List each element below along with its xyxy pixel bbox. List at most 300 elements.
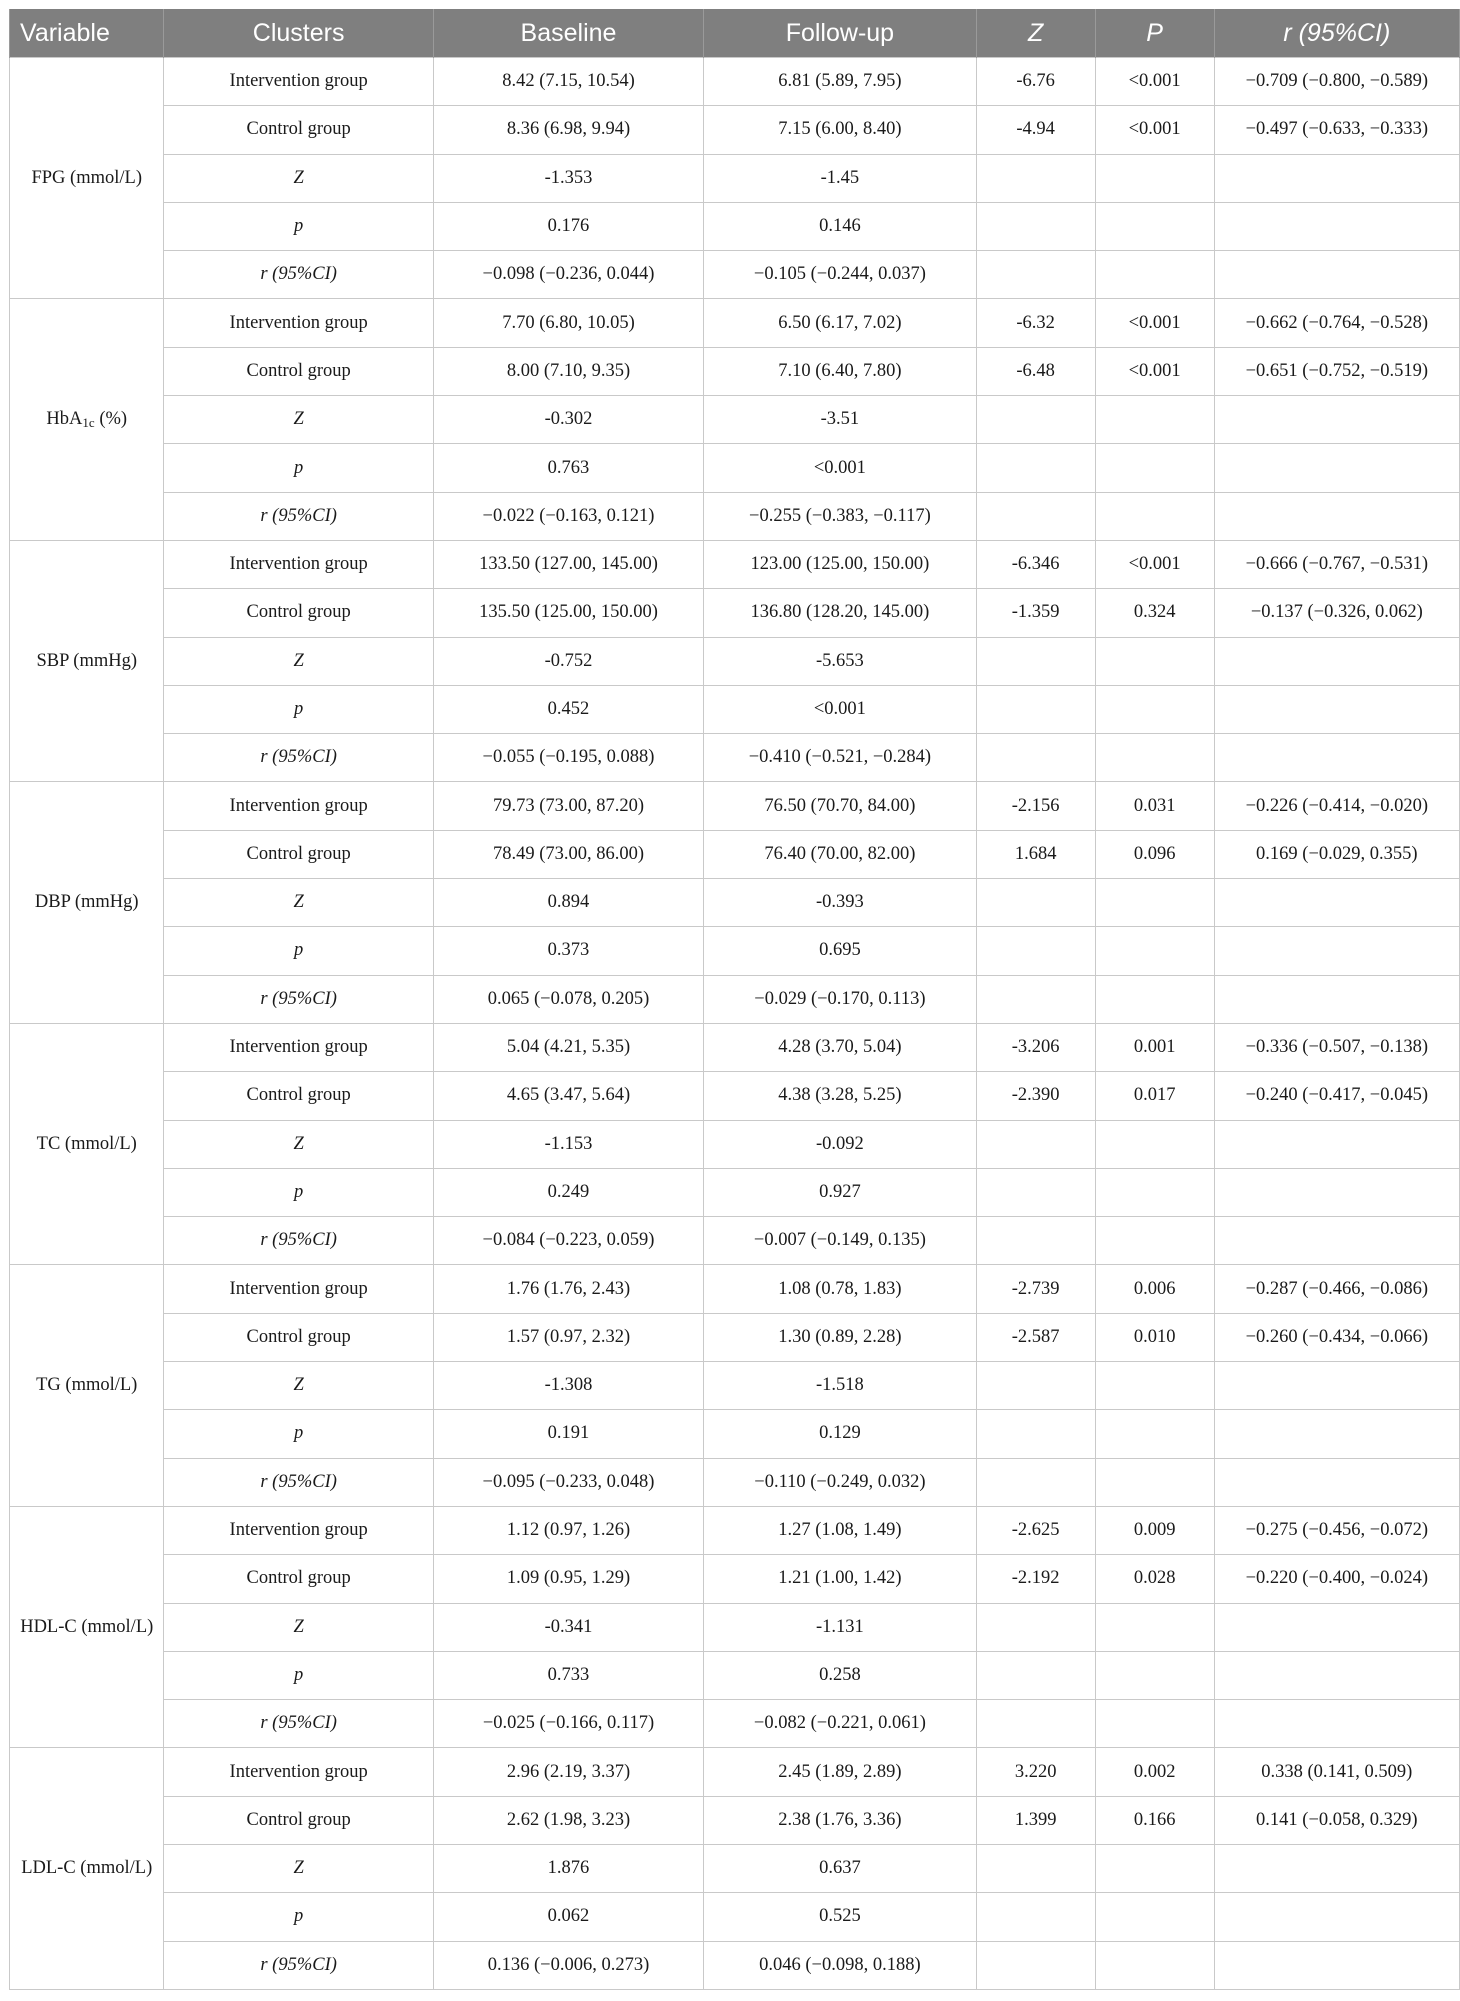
p-cell <box>1095 1362 1214 1410</box>
r-ci-cell <box>1214 1941 1459 1989</box>
p-cell <box>1095 637 1214 685</box>
p-cell <box>1095 1217 1214 1265</box>
baseline-cell: 1.76 (1.76, 2.43) <box>433 1265 703 1313</box>
cluster-cell: r (95%CI) <box>164 975 433 1023</box>
p-cell: <0.001 <box>1095 106 1214 154</box>
variable-name-cell <box>10 782 164 1023</box>
p-cell <box>1095 1700 1214 1748</box>
p-cell <box>1095 1120 1214 1168</box>
z-cell: -6.76 <box>976 58 1095 106</box>
z-cell <box>976 251 1095 299</box>
p-cell: 0.010 <box>1095 1313 1214 1361</box>
p-cell <box>1095 927 1214 975</box>
followup-cell: 1.30 (0.89, 2.28) <box>704 1313 976 1361</box>
baseline-cell: 0.452 <box>433 685 703 733</box>
r-ci-cell: −0.709 (−0.800, −0.589) <box>1214 58 1459 106</box>
followup-cell: 0.129 <box>704 1410 976 1458</box>
followup-cell: −0.007 (−0.149, 0.135) <box>704 1217 976 1265</box>
followup-cell: 7.10 (6.40, 7.80) <box>704 347 976 395</box>
r-ci-cell: 0.141 (−0.058, 0.329) <box>1214 1796 1459 1844</box>
baseline-cell: −0.084 (−0.223, 0.059) <box>433 1217 703 1265</box>
z-cell <box>976 734 1095 782</box>
p-cell: 0.031 <box>1095 782 1214 830</box>
followup-cell: 0.146 <box>704 202 976 250</box>
p-cell <box>1095 154 1214 202</box>
r-ci-cell <box>1214 734 1459 782</box>
p-cell <box>1095 975 1214 1023</box>
table-row <box>10 1555 1460 1603</box>
cluster-cell: r (95%CI) <box>164 1700 433 1748</box>
p-cell <box>1095 1603 1214 1651</box>
followup-cell: 1.08 (0.78, 1.83) <box>704 1265 976 1313</box>
r-ci-cell: −0.287 (−0.466, −0.086) <box>1214 1265 1459 1313</box>
followup-cell: 7.15 (6.00, 8.40) <box>704 106 976 154</box>
table-row <box>10 540 1460 588</box>
table-row <box>10 1023 1460 1071</box>
variable-name: HDL-C (mmol/L) <box>20 1616 154 1637</box>
followup-cell: -1.131 <box>704 1603 976 1651</box>
followup-cell: -0.092 <box>704 1120 976 1168</box>
followup-cell: −0.105 (−0.244, 0.037) <box>704 251 976 299</box>
cluster-cell: Intervention group <box>164 1023 433 1071</box>
table-row <box>10 202 1460 250</box>
baseline-cell: 0.249 <box>433 1168 703 1216</box>
p-cell: 0.006 <box>1095 1265 1214 1313</box>
table-row <box>10 1265 1460 1313</box>
cluster-cell: p <box>164 927 433 975</box>
baseline-cell: 2.96 (2.19, 3.37) <box>433 1748 703 1796</box>
p-cell: 0.001 <box>1095 1023 1214 1071</box>
table-row <box>10 251 1460 299</box>
r-ci-cell <box>1214 637 1459 685</box>
cluster-cell: r (95%CI) <box>164 1217 433 1265</box>
z-cell <box>976 879 1095 927</box>
p-cell: <0.001 <box>1095 299 1214 347</box>
table-row <box>10 685 1460 733</box>
cluster-cell: p <box>164 1168 433 1216</box>
followup-cell: 0.046 (−0.098, 0.188) <box>704 1941 976 1989</box>
r-ci-cell <box>1214 1700 1459 1748</box>
header-r-ci: r (95%CI) <box>1214 9 1459 58</box>
p-cell <box>1095 734 1214 782</box>
baseline-cell: 8.36 (6.98, 9.94) <box>433 106 703 154</box>
table-row <box>10 1072 1460 1120</box>
p-cell: 0.009 <box>1095 1506 1214 1554</box>
r-ci-cell: −0.662 (−0.764, −0.528) <box>1214 299 1459 347</box>
cluster-cell: p <box>164 202 433 250</box>
cluster-cell: Z <box>164 1362 433 1410</box>
cluster-cell: Intervention group <box>164 1265 433 1313</box>
p-cell: 0.096 <box>1095 830 1214 878</box>
table-row <box>10 1796 1460 1844</box>
p-cell <box>1095 685 1214 733</box>
p-cell <box>1095 1893 1214 1941</box>
baseline-cell: -0.752 <box>433 637 703 685</box>
baseline-cell: 0.136 (−0.006, 0.273) <box>433 1941 703 1989</box>
r-ci-cell <box>1214 1410 1459 1458</box>
header-variable: Variable <box>10 9 164 58</box>
p-cell: 0.028 <box>1095 1555 1214 1603</box>
table-row <box>10 444 1460 492</box>
header-baseline: Baseline <box>433 9 703 58</box>
z-cell: 1.399 <box>976 1796 1095 1844</box>
z-cell <box>976 1362 1095 1410</box>
z-cell <box>976 1168 1095 1216</box>
variable-name: SBP (mmHg) <box>36 650 138 671</box>
p-cell <box>1095 1458 1214 1506</box>
followup-cell: −0.110 (−0.249, 0.032) <box>704 1458 976 1506</box>
cluster-cell: p <box>164 444 433 492</box>
followup-cell: 1.21 (1.00, 1.42) <box>704 1555 976 1603</box>
baseline-cell: −0.055 (−0.195, 0.088) <box>433 734 703 782</box>
p-cell <box>1095 1651 1214 1699</box>
baseline-cell: −0.095 (−0.233, 0.048) <box>433 1458 703 1506</box>
z-cell: 1.684 <box>976 830 1095 878</box>
followup-cell: 123.00 (125.00, 150.00) <box>704 540 976 588</box>
baseline-cell: 7.70 (6.80, 10.05) <box>433 299 703 347</box>
baseline-cell: 0.373 <box>433 927 703 975</box>
z-cell: 3.220 <box>976 1748 1095 1796</box>
z-cell <box>976 1120 1095 1168</box>
z-cell: -2.739 <box>976 1265 1095 1313</box>
header-clusters: Clusters <box>164 9 433 58</box>
cluster-cell: Intervention group <box>164 1506 433 1554</box>
baseline-cell: 0.733 <box>433 1651 703 1699</box>
cluster-cell: Control group <box>164 1072 433 1120</box>
variable-name: LDL-C (mmol/L) <box>21 1858 153 1879</box>
table-row <box>10 975 1460 1023</box>
z-cell: -3.206 <box>976 1023 1095 1071</box>
baseline-cell: −0.022 (−0.163, 0.121) <box>433 492 703 540</box>
table-row <box>10 58 1460 106</box>
header-row <box>10 9 1460 58</box>
table-row <box>10 1458 1460 1506</box>
table-row <box>10 396 1460 444</box>
z-cell <box>976 685 1095 733</box>
baseline-cell: -0.302 <box>433 396 703 444</box>
followup-cell: 76.40 (70.00, 82.00) <box>704 830 976 878</box>
z-cell <box>976 1603 1095 1651</box>
table-row <box>10 1844 1460 1892</box>
cluster-cell: r (95%CI) <box>164 1458 433 1506</box>
cluster-cell: r (95%CI) <box>164 492 433 540</box>
r-ci-cell: −0.226 (−0.414, −0.020) <box>1214 782 1459 830</box>
r-ci-cell: −0.260 (−0.434, −0.066) <box>1214 1313 1459 1361</box>
variable-name: HbA <box>46 408 83 429</box>
z-cell: -6.32 <box>976 299 1095 347</box>
baseline-cell: 4.65 (3.47, 5.64) <box>433 1072 703 1120</box>
r-ci-cell <box>1214 1217 1459 1265</box>
table-row <box>10 927 1460 975</box>
baseline-cell: 78.49 (73.00, 86.00) <box>433 830 703 878</box>
r-ci-cell: −0.275 (−0.456, −0.072) <box>1214 1506 1459 1554</box>
cluster-cell: Control group <box>164 1313 433 1361</box>
cluster-cell: Intervention group <box>164 540 433 588</box>
baseline-cell: 0.176 <box>433 202 703 250</box>
cluster-cell: Z <box>164 396 433 444</box>
cluster-cell: Control group <box>164 347 433 395</box>
table-row <box>10 1410 1460 1458</box>
header-z: Z <box>976 9 1095 58</box>
variable-name-unit: (%) <box>94 408 128 429</box>
followup-cell: 0.258 <box>704 1651 976 1699</box>
p-cell <box>1095 202 1214 250</box>
r-ci-cell <box>1214 1362 1459 1410</box>
table-row <box>10 1603 1460 1651</box>
baseline-cell: 0.062 <box>433 1893 703 1941</box>
baseline-cell: 0.894 <box>433 879 703 927</box>
r-ci-cell: −0.220 (−0.400, −0.024) <box>1214 1555 1459 1603</box>
p-cell: 0.017 <box>1095 1072 1214 1120</box>
variable-name: DBP (mmHg) <box>34 892 139 913</box>
baseline-cell: −0.025 (−0.166, 0.117) <box>433 1700 703 1748</box>
z-cell: -2.587 <box>976 1313 1095 1361</box>
baseline-cell: 0.763 <box>433 444 703 492</box>
baseline-cell: 2.62 (1.98, 3.23) <box>433 1796 703 1844</box>
followup-cell: -1.518 <box>704 1362 976 1410</box>
z-cell <box>976 637 1095 685</box>
r-ci-cell <box>1214 879 1459 927</box>
r-ci-cell <box>1214 1651 1459 1699</box>
followup-cell: 0.695 <box>704 927 976 975</box>
cluster-cell: p <box>164 685 433 733</box>
r-ci-cell: −0.240 (−0.417, −0.045) <box>1214 1072 1459 1120</box>
cluster-cell: Control group <box>164 106 433 154</box>
z-cell: -6.48 <box>976 347 1095 395</box>
r-ci-cell <box>1214 444 1459 492</box>
baseline-cell: 0.065 (−0.078, 0.205) <box>433 975 703 1023</box>
followup-cell: 76.50 (70.70, 84.00) <box>704 782 976 830</box>
z-cell: -2.390 <box>976 1072 1095 1120</box>
r-ci-cell: 0.169 (−0.029, 0.355) <box>1214 830 1459 878</box>
followup-cell: 2.45 (1.89, 2.89) <box>704 1748 976 1796</box>
followup-cell: <0.001 <box>704 444 976 492</box>
baseline-cell: 0.191 <box>433 1410 703 1458</box>
p-cell: <0.001 <box>1095 540 1214 588</box>
p-cell <box>1095 444 1214 492</box>
cluster-cell: Z <box>164 1844 433 1892</box>
variable-name: TC (mmol/L) <box>36 1133 137 1154</box>
cluster-cell: Intervention group <box>164 299 433 347</box>
cluster-cell: Intervention group <box>164 1748 433 1796</box>
z-cell <box>976 1651 1095 1699</box>
r-ci-cell <box>1214 1458 1459 1506</box>
z-cell <box>976 1458 1095 1506</box>
baseline-cell: -1.308 <box>433 1362 703 1410</box>
table-row <box>10 1748 1460 1796</box>
followup-cell: -5.653 <box>704 637 976 685</box>
p-cell <box>1095 1410 1214 1458</box>
table-row <box>10 299 1460 347</box>
cluster-cell: Control group <box>164 1796 433 1844</box>
z-cell <box>976 202 1095 250</box>
cluster-cell: Control group <box>164 589 433 637</box>
baseline-cell: 1.09 (0.95, 1.29) <box>433 1555 703 1603</box>
z-cell: -6.346 <box>976 540 1095 588</box>
z-cell <box>976 1410 1095 1458</box>
baseline-cell: 133.50 (127.00, 145.00) <box>433 540 703 588</box>
z-cell <box>976 1700 1095 1748</box>
baseline-cell: 8.00 (7.10, 9.35) <box>433 347 703 395</box>
r-ci-cell <box>1214 1893 1459 1941</box>
followup-cell: 0.525 <box>704 1893 976 1941</box>
variable-name: FPG (mmol/L) <box>31 167 142 188</box>
r-ci-cell <box>1214 1844 1459 1892</box>
variable-name-cell <box>10 299 164 540</box>
followup-cell: -0.393 <box>704 879 976 927</box>
followup-cell: <0.001 <box>704 685 976 733</box>
cluster-cell: Z <box>164 154 433 202</box>
z-cell <box>976 154 1095 202</box>
cluster-cell: Control group <box>164 830 433 878</box>
r-ci-cell <box>1214 154 1459 202</box>
followup-cell: −0.255 (−0.383, −0.117) <box>704 492 976 540</box>
table-row <box>10 347 1460 395</box>
r-ci-cell: −0.497 (−0.633, −0.333) <box>1214 106 1459 154</box>
followup-cell: 0.927 <box>704 1168 976 1216</box>
baseline-cell: 5.04 (4.21, 5.35) <box>433 1023 703 1071</box>
followup-cell: 2.38 (1.76, 3.36) <box>704 1796 976 1844</box>
followup-cell: 1.27 (1.08, 1.49) <box>704 1506 976 1554</box>
p-cell <box>1095 1168 1214 1216</box>
r-ci-cell <box>1214 1120 1459 1168</box>
cluster-cell: Control group <box>164 1555 433 1603</box>
followup-cell: 136.80 (128.20, 145.00) <box>704 589 976 637</box>
variable-name-subscript: 1c <box>82 414 95 430</box>
baseline-cell: 135.50 (125.00, 150.00) <box>433 589 703 637</box>
z-cell <box>976 1941 1095 1989</box>
table-row <box>10 734 1460 782</box>
cluster-cell: r (95%CI) <box>164 734 433 782</box>
z-cell: -2.156 <box>976 782 1095 830</box>
baseline-cell: 79.73 (73.00, 87.20) <box>433 782 703 830</box>
baseline-cell: 1.57 (0.97, 2.32) <box>433 1313 703 1361</box>
r-ci-cell: 0.338 (0.141, 0.509) <box>1214 1748 1459 1796</box>
cluster-cell: Intervention group <box>164 58 433 106</box>
table-row <box>10 492 1460 540</box>
table-row <box>10 1168 1460 1216</box>
r-ci-cell <box>1214 251 1459 299</box>
followup-cell: -3.51 <box>704 396 976 444</box>
z-cell <box>976 396 1095 444</box>
table-body <box>10 58 1460 1990</box>
followup-cell: 4.38 (3.28, 5.25) <box>704 1072 976 1120</box>
followup-cell: −0.410 (−0.521, −0.284) <box>704 734 976 782</box>
table-row <box>10 1217 1460 1265</box>
followup-cell: -1.45 <box>704 154 976 202</box>
table-row <box>10 154 1460 202</box>
variable-name-cell <box>10 1748 164 1989</box>
p-cell: <0.001 <box>1095 347 1214 395</box>
followup-cell: −0.082 (−0.221, 0.061) <box>704 1700 976 1748</box>
r-ci-cell: −0.651 (−0.752, −0.519) <box>1214 347 1459 395</box>
header-p: P <box>1095 9 1214 58</box>
baseline-cell: 8.42 (7.15, 10.54) <box>433 58 703 106</box>
p-cell <box>1095 492 1214 540</box>
p-cell <box>1095 1941 1214 1989</box>
table-row <box>10 1506 1460 1554</box>
z-cell: -1.359 <box>976 589 1095 637</box>
baseline-cell: -1.353 <box>433 154 703 202</box>
baseline-cell: −0.098 (−0.236, 0.044) <box>433 251 703 299</box>
z-cell <box>976 1217 1095 1265</box>
followup-cell: 6.50 (6.17, 7.02) <box>704 299 976 347</box>
z-cell <box>976 927 1095 975</box>
table-row <box>10 782 1460 830</box>
cluster-cell: Z <box>164 879 433 927</box>
cluster-cell: Z <box>164 637 433 685</box>
table-row <box>10 1651 1460 1699</box>
followup-cell: 4.28 (3.70, 5.04) <box>704 1023 976 1071</box>
r-ci-cell <box>1214 1603 1459 1651</box>
z-cell: -2.625 <box>976 1506 1095 1554</box>
z-cell <box>976 1893 1095 1941</box>
table-row <box>10 1120 1460 1168</box>
header-followup: Follow-up <box>704 9 976 58</box>
followup-cell: −0.029 (−0.170, 0.113) <box>704 975 976 1023</box>
baseline-cell: 1.12 (0.97, 1.26) <box>433 1506 703 1554</box>
variable-name-cell <box>10 1023 164 1264</box>
table-row <box>10 589 1460 637</box>
z-cell <box>976 492 1095 540</box>
p-cell: 0.166 <box>1095 1796 1214 1844</box>
r-ci-cell <box>1214 685 1459 733</box>
p-cell: 0.002 <box>1095 1748 1214 1796</box>
table-row <box>10 637 1460 685</box>
table-row <box>10 830 1460 878</box>
baseline-cell: -0.341 <box>433 1603 703 1651</box>
p-cell: <0.001 <box>1095 58 1214 106</box>
r-ci-cell <box>1214 927 1459 975</box>
variable-name-cell <box>10 1506 164 1747</box>
r-ci-cell <box>1214 492 1459 540</box>
z-cell: -4.94 <box>976 106 1095 154</box>
r-ci-cell <box>1214 396 1459 444</box>
r-ci-cell <box>1214 1168 1459 1216</box>
variable-name-cell <box>10 1265 164 1506</box>
cluster-cell: p <box>164 1410 433 1458</box>
z-cell <box>976 444 1095 492</box>
baseline-cell: -1.153 <box>433 1120 703 1168</box>
variable-name-cell <box>10 540 164 781</box>
p-cell <box>1095 879 1214 927</box>
table-row <box>10 1700 1460 1748</box>
variable-name-cell <box>10 58 164 299</box>
cluster-cell: Z <box>164 1120 433 1168</box>
cluster-cell: r (95%CI) <box>164 251 433 299</box>
r-ci-cell: −0.137 (−0.326, 0.062) <box>1214 589 1459 637</box>
r-ci-cell: −0.336 (−0.507, −0.138) <box>1214 1023 1459 1071</box>
p-cell <box>1095 251 1214 299</box>
cluster-cell: r (95%CI) <box>164 1941 433 1989</box>
variable-name: TG (mmol/L) <box>36 1375 138 1396</box>
results-table <box>9 9 1460 1990</box>
table-row <box>10 1941 1460 1989</box>
p-cell <box>1095 1844 1214 1892</box>
z-cell: -2.192 <box>976 1555 1095 1603</box>
table-row <box>10 1313 1460 1361</box>
p-cell: 0.324 <box>1095 589 1214 637</box>
table-row <box>10 1893 1460 1941</box>
followup-cell: 6.81 (5.89, 7.95) <box>704 58 976 106</box>
followup-cell: 0.637 <box>704 1844 976 1892</box>
cluster-cell: Intervention group <box>164 782 433 830</box>
table-row <box>10 106 1460 154</box>
cluster-cell: p <box>164 1893 433 1941</box>
z-cell <box>976 975 1095 1023</box>
z-cell <box>976 1844 1095 1892</box>
cluster-cell: Z <box>164 1603 433 1651</box>
